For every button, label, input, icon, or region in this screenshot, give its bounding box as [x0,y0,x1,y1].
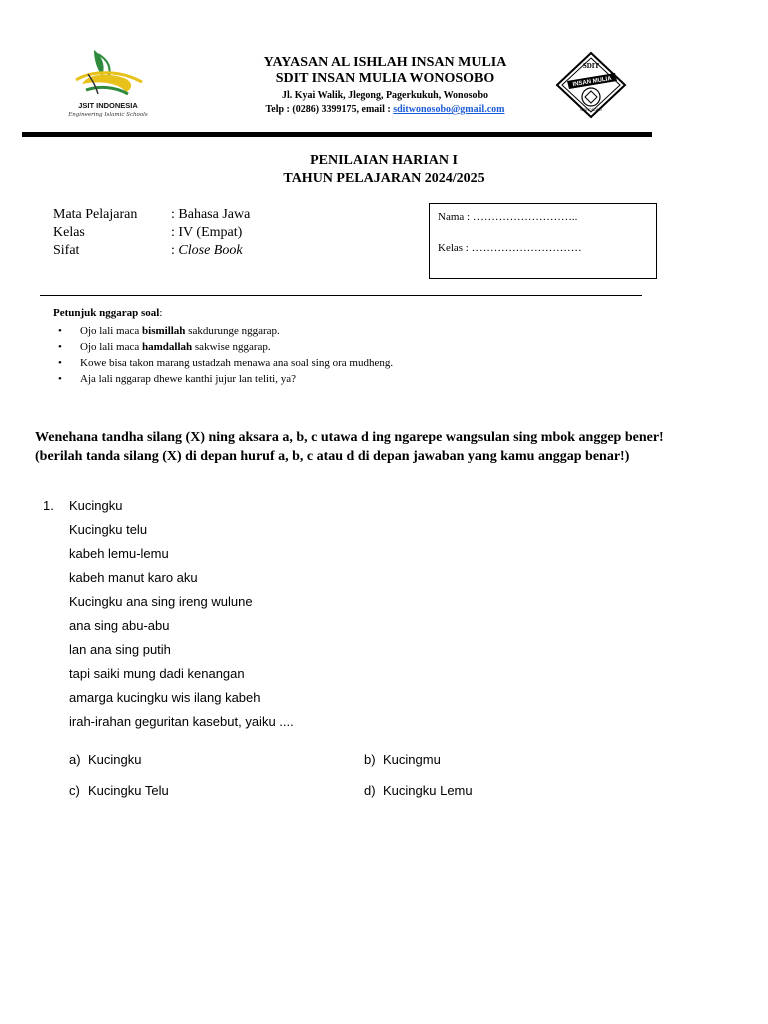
student-name-field[interactable]: Nama : ……………………….. [438,211,578,223]
poem-line: kabeh lemu-lemu [69,546,169,561]
option-d-text: Kucingku Lemu [383,783,473,798]
school-address: Jl. Kyai Walik, Jlegong, Pagerkukuh, Wonosobo [281,90,489,101]
option-b[interactable] [364,752,441,767]
nature-value [171,243,243,259]
subject-label: Mata Pelajaran [53,207,138,222]
list-item-text: Kowe bisa takon marang ustadzah menawa ana soal sing ora mudheng. [80,357,394,369]
student-info-box [429,203,657,279]
directive [35,428,735,466]
poem-line: Kucingku ana sing ireng wulune [69,594,253,609]
list-item-text: Ojo lali maca bismillah sakdurunge nggarap. [80,325,280,337]
poem-line: Kucingku telu [69,522,148,537]
poem-line: amarga kucingku wis ilang kabeh [69,690,261,705]
student-class-field[interactable]: Kelas : ………………………… [438,242,582,254]
instructions-title-text: Petunjuk nggarap soal [53,307,160,319]
poem-line: kabeh manut karo aku [69,570,198,585]
bullet-icon: • [58,357,62,369]
directive-indonesian: (berilah tanda silang (X) di depan huruf a, b, c atau d di depan jawaban yang kamu anggap benar!) [35,449,630,464]
instructions-title [53,307,162,319]
poem-line: ana sing abu-abu [69,618,170,633]
org-name: YAYASAN AL ISHLAH INSAN MULIA [263,55,507,70]
bullet-icon: • [58,341,62,353]
nature-text: Close Book [178,243,243,258]
option-b-letter: b) [364,752,376,767]
option-a-letter: a) [69,752,81,767]
contact-phone: Telp : (0286) 3399175, email : [265,104,394,115]
option-c-letter: c) [69,783,80,798]
class-label: Kelas [53,225,85,240]
email-link[interactable]: sditwonosobo@gmail.com [393,104,505,115]
directive-javanese: Wenehana tandha silang (X) ning aksara a, b, c utawa d ing ngarepe wangsulan sing mbok anggep bener! [35,430,664,445]
option-d[interactable] [364,783,473,798]
option-c[interactable] [69,783,169,798]
question-number: 1. [43,498,54,513]
poem-line: Kucingku [69,498,123,513]
option-a-text: Kucingku [88,752,142,767]
crest-top-text: SDIT [582,62,600,70]
instructions-title-colon: : [159,307,163,319]
option-d-letter: d) [364,783,376,798]
jsit-logo-tagline: Engineering Islamic Schools [68,112,148,118]
crest-band-text: INSAN MULIA [572,75,613,89]
option-c-text: Kucingku Telu [88,783,169,798]
school-contact [210,104,560,115]
option-b-text: Kucingmu [383,752,441,767]
exam-title: PENILAIAN HARIAN I [310,153,458,168]
info-divider [40,295,642,296]
list-item-text: Aja lali nggarap dhewe kanthi jujur lan teliti, ya? [80,373,296,385]
poem-line: tapi saiki mung dadi kenangan [69,666,245,681]
bullet-icon: • [58,325,62,337]
jsit-logo-text: JSIT INDONESIA [78,101,138,110]
class-value: : IV (Empat) [171,225,243,240]
nature-label: Sifat [53,243,80,258]
question-prompt: irah-irahan geguritan kasebut, yaiku .... [69,714,294,729]
academic-year: TAHUN PELAJARAN 2024/2025 [283,171,485,186]
crest-bottom-text: WONOSOBO [580,108,602,112]
nature-prefix: : [171,243,179,258]
bullet-icon: • [58,373,62,385]
poem-line: lan ana sing putih [69,642,171,657]
school-name: SDIT INSAN MULIA WONOSOBO [275,71,495,86]
list-item-text: Ojo lali maca hamdallah sakwise nggarap. [80,341,271,353]
jsit-logo-icon [62,44,154,120]
subject-value: : Bahasa Jawa [171,207,251,222]
question-text [69,498,294,738]
school-crest-icon [555,51,627,119]
option-a[interactable] [69,752,141,767]
header-divider [22,132,652,137]
